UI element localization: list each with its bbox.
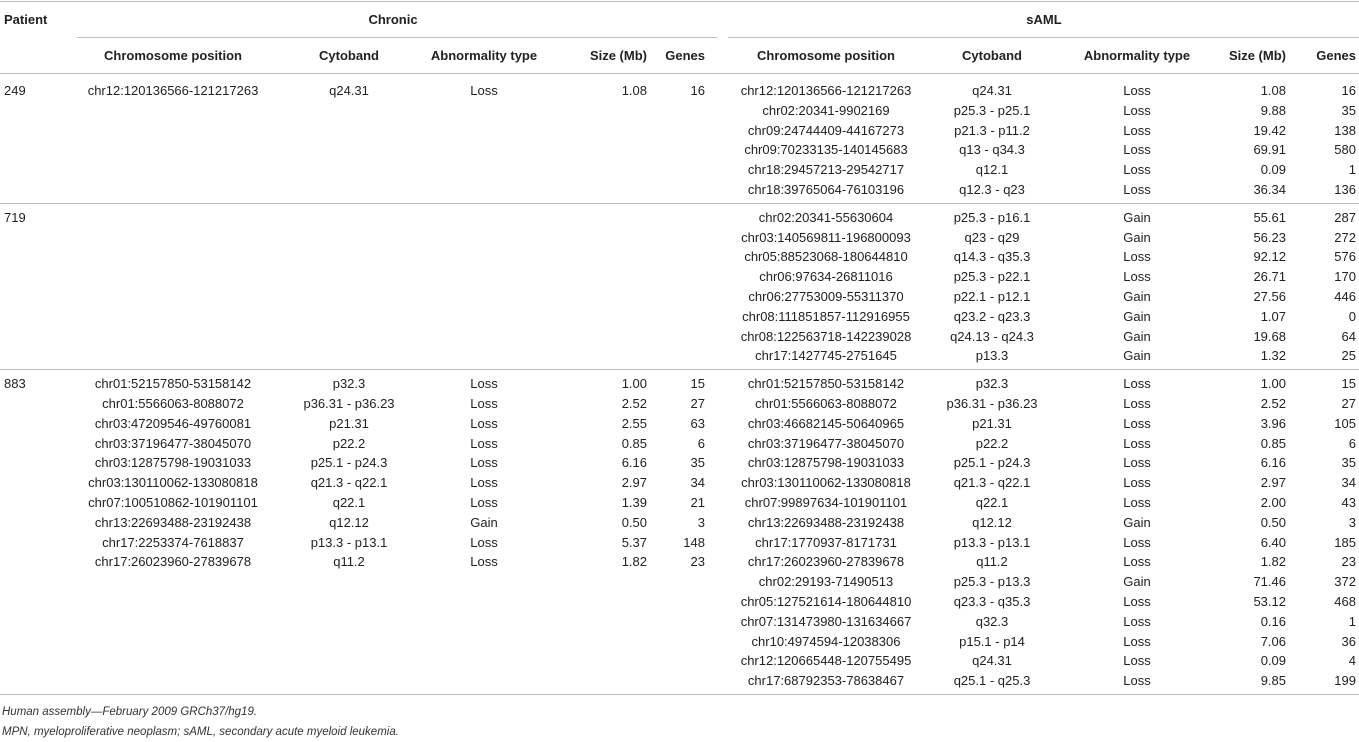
saml-chromosome-position-cell: chr05:88523068-180644810 xyxy=(744,249,908,265)
chronic-abnormality-type-cell: Loss xyxy=(470,83,498,98)
saml-size-mb-cell: 19.68 xyxy=(1253,328,1286,344)
saml-size-mb-cell: 55.61 xyxy=(1253,209,1286,225)
saml-cytoband-cell: p13.3 xyxy=(975,348,1009,364)
chronic-abnormality-type-cell: Loss xyxy=(470,534,498,550)
chronic-size-mb-cell: 1.00 xyxy=(621,376,647,392)
chronic-cytoband-cell: p36.31 - p36.23 xyxy=(303,396,395,411)
chronic-chromosome-position-cell: chr01:52157850-53158142 xyxy=(94,376,252,392)
saml-genes-cell: 64 xyxy=(1341,328,1356,344)
saml-size-mb-cell: 36.34 xyxy=(1253,182,1286,197)
saml-chromosome-position-cell: chr06:27753009-55311370 xyxy=(748,289,904,304)
saml-chromosome-position-cell: chr01:52157850-53158142 xyxy=(747,376,905,392)
saml-cytoband-cell: p21.31 xyxy=(972,415,1012,431)
footnote-abbreviations: MPN, myeloproliferative neoplasm; sAML, secondary acute myeloid leukemia. xyxy=(2,726,399,738)
chronic-cytoband-cell: p25.1 - p24.3 xyxy=(310,455,388,471)
saml-size-mb-cell: 1.32 xyxy=(1260,348,1286,364)
saml-size-mb-cell: 0.09 xyxy=(1260,653,1286,669)
chronic-genes-cell: 148 xyxy=(683,534,705,550)
saml-size-mb-cell: 53.12 xyxy=(1253,594,1286,609)
saml-chromosome-position-cell: chr12:120665448-120755495 xyxy=(740,653,912,669)
chronic-chromosome-position-cell: chr07:100510862-101901101 xyxy=(88,495,258,510)
chronic-cytoband-cell: q24.31 xyxy=(329,83,369,98)
chronic-cytoband-cell: q21.3 - q22.1 xyxy=(310,475,388,491)
saml-chromosome-position-cell: chr02:20341-9902169 xyxy=(762,102,890,118)
saml-abnormality-type-cell: Loss xyxy=(1123,435,1151,451)
chronic-abnormality-type-cell: Loss xyxy=(470,415,498,431)
saml-col-chromosome-position: Chromosome position xyxy=(757,48,895,63)
footnote-assembly: Human assembly—February 2009 GRCh37/hg19. xyxy=(2,706,258,718)
saml-size-mb-cell: 9.88 xyxy=(1260,102,1286,118)
group-divider-rule xyxy=(0,369,1359,370)
chronic-abnormality-type-cell: Loss xyxy=(470,475,498,491)
saml-abnormality-type-cell: Loss xyxy=(1123,376,1151,392)
saml-abnormality-type-cell: Loss xyxy=(1123,495,1151,510)
chronic-genes-cell: 27 xyxy=(690,396,705,411)
chronic-genes-cell: 35 xyxy=(690,455,705,471)
saml-size-mb-cell: 6.40 xyxy=(1260,534,1286,550)
saml-cytoband-cell: q23.2 - q23.3 xyxy=(953,308,1031,324)
saml-chromosome-position-cell: chr01:5566063-8088072 xyxy=(755,396,897,411)
saml-genes-cell: 35 xyxy=(1341,102,1356,118)
saml-abnormality-type-cell: Gain xyxy=(1123,209,1151,225)
saml-abnormality-type-cell: Gain xyxy=(1123,574,1151,590)
saml-size-mb-cell: 1.82 xyxy=(1260,554,1286,570)
saml-chromosome-position-cell: chr17:1770937-8171731 xyxy=(755,534,897,550)
chronic-genes-cell: 34 xyxy=(690,475,705,491)
chronic-size-mb-cell: 2.97 xyxy=(621,475,647,491)
saml-cytoband-cell: p25.3 - p16.1 xyxy=(953,209,1031,225)
saml-size-mb-cell: 1.00 xyxy=(1260,376,1286,392)
chronic-chromosome-position-cell: chr03:12875798-19031033 xyxy=(94,455,252,471)
chronic-chromosome-position-cell: chr03:47209546-49760081 xyxy=(94,415,252,431)
saml-col-size-mb: Size (Mb) xyxy=(1228,48,1286,63)
chronic-col-genes: Genes xyxy=(665,48,705,63)
saml-genes-cell: 136 xyxy=(1334,182,1356,197)
saml-cytoband-cell: p25.3 - p25.1 xyxy=(953,102,1031,118)
chronic-genes-cell: 16 xyxy=(690,83,705,98)
saml-abnormality-type-cell: Loss xyxy=(1123,162,1151,178)
chronic-chromosome-position-cell: chr13:22693488-23192438 xyxy=(94,514,252,530)
saml-size-mb-cell: 7.06 xyxy=(1260,633,1286,649)
saml-chromosome-position-cell: chr09:70233135-140145683 xyxy=(744,142,908,158)
saml-genes-cell: 36 xyxy=(1341,633,1356,649)
saml-size-mb-cell: 19.42 xyxy=(1253,122,1286,138)
saml-abnormality-type-cell: Gain xyxy=(1123,289,1151,304)
saml-cytoband-cell: q23 - q29 xyxy=(964,229,1020,245)
saml-genes-cell: 16 xyxy=(1341,83,1356,98)
saml-chromosome-position-cell: chr09:24744409-44167273 xyxy=(747,122,905,138)
saml-size-mb-cell: 9.85 xyxy=(1260,673,1286,689)
chronic-abnormality-type-cell: Loss xyxy=(470,435,498,451)
saml-cytoband-cell: q24.31 xyxy=(972,653,1012,669)
saml-genes-cell: 372 xyxy=(1334,574,1356,590)
saml-chromosome-position-cell: chr05:127521614-180644810 xyxy=(740,594,912,609)
saml-genes-cell: 6 xyxy=(1348,435,1356,451)
saml-chromosome-position-cell: chr03:46682145-50640965 xyxy=(747,415,905,431)
saml-size-mb-cell: 56.23 xyxy=(1253,229,1286,245)
saml-abnormality-type-cell: Loss xyxy=(1123,594,1151,609)
patient-id: 249 xyxy=(4,83,26,98)
patient-id: 883 xyxy=(4,376,26,392)
saml-genes-cell: 0 xyxy=(1348,308,1356,324)
saml-chromosome-position-cell: chr17:1427745-2751645 xyxy=(755,348,897,364)
chronic-abnormality-type-cell: Gain xyxy=(470,514,498,530)
saml-chromosome-position-cell: chr03:140569811-196800093 xyxy=(741,229,911,245)
saml-abnormality-type-cell: Loss xyxy=(1123,396,1151,411)
saml-size-mb-cell: 1.08 xyxy=(1260,83,1286,98)
chronic-col-cytoband: Cytoband xyxy=(319,48,379,63)
saml-size-mb-cell: 3.96 xyxy=(1260,415,1286,431)
saml-cytoband-cell: p25.1 - p24.3 xyxy=(953,455,1031,471)
saml-abnormality-type-cell: Loss xyxy=(1123,122,1151,138)
saml-cytoband-cell: q32.3 xyxy=(975,613,1009,629)
saml-genes-cell: 287 xyxy=(1334,209,1356,225)
chronic-chromosome-position-cell: chr17:2253374-7618837 xyxy=(102,534,244,550)
chronic-genes-cell: 63 xyxy=(690,415,705,431)
patient-id: 719 xyxy=(4,209,26,225)
saml-cytoband-cell: q11.2 xyxy=(976,554,1008,570)
saml-size-mb-cell: 0.09 xyxy=(1260,162,1286,178)
chronic-size-mb-cell: 6.16 xyxy=(621,455,647,471)
chronic-abnormality-type-cell: Loss xyxy=(470,376,498,392)
chronic-chromosome-position-cell: chr01:5566063-8088072 xyxy=(102,396,244,411)
chronic-col-abnormality-type: Abnormality type xyxy=(430,48,538,63)
saml-chromosome-position-cell: chr17:68792353-78638467 xyxy=(747,673,905,689)
saml-genes-cell: 1 xyxy=(1348,613,1356,629)
chronic-group-rule xyxy=(77,37,717,38)
saml-abnormality-type-cell: Loss xyxy=(1123,182,1151,197)
saml-size-mb-cell: 1.07 xyxy=(1260,308,1286,324)
patient-header: Patient xyxy=(4,12,48,27)
chronic-size-mb-cell: 5.37 xyxy=(621,534,647,550)
saml-abnormality-type-cell: Loss xyxy=(1123,83,1151,98)
saml-abnormality-type-cell: Loss xyxy=(1123,102,1151,118)
saml-cytoband-cell: p25.3 - p13.3 xyxy=(953,574,1031,590)
saml-size-mb-cell: 6.16 xyxy=(1260,455,1286,471)
saml-chromosome-position-cell: chr03:12875798-19031033 xyxy=(747,455,905,471)
saml-chromosome-position-cell: chr18:39765064-76103196 xyxy=(747,182,905,197)
chronic-size-mb-cell: 0.50 xyxy=(621,514,647,530)
saml-cytoband-cell: p25.3 - p22.1 xyxy=(953,269,1031,285)
saml-cytoband-cell: q25.1 - q25.3 xyxy=(953,673,1031,689)
saml-abnormality-type-cell: Loss xyxy=(1123,455,1151,471)
saml-genes-cell: 468 xyxy=(1334,594,1356,609)
group-divider-rule xyxy=(0,694,1359,695)
saml-genes-cell: 170 xyxy=(1334,269,1356,285)
saml-genes-cell: 4 xyxy=(1348,653,1356,669)
saml-abnormality-type-cell: Loss xyxy=(1123,534,1151,550)
saml-abnormality-type-cell: Gain xyxy=(1123,514,1151,530)
chronic-size-mb-cell: 1.82 xyxy=(621,554,647,570)
chronic-cytoband-cell: p13.3 - p13.1 xyxy=(310,534,388,550)
group-divider-rule xyxy=(0,203,1359,204)
saml-size-mb-cell: 0.50 xyxy=(1260,514,1286,530)
saml-abnormality-type-cell: Gain xyxy=(1123,229,1151,245)
chronic-abnormality-type-cell: Loss xyxy=(470,396,498,411)
chronic-genes-cell: 15 xyxy=(690,376,705,392)
saml-chromosome-position-cell: chr10:4974594-12038306 xyxy=(751,633,901,649)
saml-genes-cell: 43 xyxy=(1341,495,1356,510)
saml-size-mb-cell: 26.71 xyxy=(1253,269,1286,285)
saml-genes-cell: 576 xyxy=(1334,249,1356,265)
saml-chromosome-position-cell: chr07:99897634-101901101 xyxy=(744,495,908,510)
saml-cytoband-cell: p21.3 - p11.2 xyxy=(954,122,1030,138)
saml-abnormality-type-cell: Gain xyxy=(1123,328,1151,344)
saml-cytoband-cell: q22.1 xyxy=(975,495,1009,510)
saml-abnormality-type-cell: Loss xyxy=(1123,475,1151,491)
saml-size-mb-cell: 0.85 xyxy=(1260,435,1286,451)
chronic-size-mb-cell: 2.52 xyxy=(621,396,647,411)
saml-genes-cell: 15 xyxy=(1341,376,1356,392)
saml-cytoband-cell: p22.2 xyxy=(975,435,1009,451)
saml-genes-cell: 105 xyxy=(1334,415,1356,431)
chronic-cytoband-cell: q12.12 xyxy=(329,514,369,530)
saml-cytoband-cell: q12.1 xyxy=(975,162,1009,178)
chronic-size-mb-cell: 1.08 xyxy=(621,83,647,98)
saml-chromosome-position-cell: chr02:20341-55630604 xyxy=(758,209,894,225)
saml-chromosome-position-cell: chr03:130110062-133080818 xyxy=(741,475,911,491)
saml-abnormality-type-cell: Loss xyxy=(1123,633,1151,649)
chronic-abnormality-type-cell: Loss xyxy=(470,495,498,510)
saml-abnormality-type-cell: Loss xyxy=(1123,554,1151,570)
chronic-size-mb-cell: 1.39 xyxy=(621,495,647,510)
saml-chromosome-position-cell: chr06:97634-26811016 xyxy=(759,269,893,285)
chronic-header: Chronic xyxy=(368,12,418,27)
saml-cytoband-cell: q23.3 - q35.3 xyxy=(953,594,1031,609)
saml-cytoband-cell: q12.3 - q23 xyxy=(959,182,1025,197)
saml-chromosome-position-cell: chr03:37196477-38045070 xyxy=(747,435,905,451)
saml-abnormality-type-cell: Loss xyxy=(1123,653,1151,669)
saml-genes-cell: 580 xyxy=(1334,142,1356,158)
saml-cytoband-cell: q24.31 xyxy=(972,83,1012,98)
saml-chromosome-position-cell: chr02:29193-71490513 xyxy=(758,574,894,590)
saml-genes-cell: 34 xyxy=(1341,475,1356,491)
saml-cytoband-cell: q12.12 xyxy=(972,514,1012,530)
saml-chromosome-position-cell: chr08:122563718-142239028 xyxy=(740,328,912,344)
saml-cytoband-cell: q14.3 - q35.3 xyxy=(953,249,1031,265)
saml-genes-cell: 446 xyxy=(1334,289,1356,304)
saml-size-mb-cell: 0.16 xyxy=(1260,613,1286,629)
chronic-chromosome-position-cell: chr17:26023960-27839678 xyxy=(94,554,252,570)
saml-chromosome-position-cell: chr13:22693488-23192438 xyxy=(747,514,905,530)
chronic-genes-cell: 6 xyxy=(697,435,705,451)
saml-cytoband-cell: q24.13 - q24.3 xyxy=(950,328,1034,344)
chronic-genes-cell: 21 xyxy=(690,495,705,510)
saml-genes-cell: 35 xyxy=(1341,455,1356,471)
saml-col-abnormality-type: Abnormality type xyxy=(1083,48,1191,63)
top-rule xyxy=(0,1,1359,2)
saml-abnormality-type-cell: Loss xyxy=(1123,673,1151,689)
chronic-size-mb-cell: 2.55 xyxy=(621,415,647,431)
saml-abnormality-type-cell: Loss xyxy=(1123,142,1151,158)
saml-cytoband-cell: q21.3 - q22.1 xyxy=(953,475,1031,491)
saml-genes-cell: 25 xyxy=(1341,348,1356,364)
saml-genes-cell: 23 xyxy=(1341,554,1356,570)
saml-genes-cell: 272 xyxy=(1334,229,1356,245)
chronic-cytoband-cell: p21.31 xyxy=(329,415,369,431)
saml-cytoband-cell: p32.3 xyxy=(975,376,1009,392)
chronic-chromosome-position-cell: chr03:37196477-38045070 xyxy=(94,435,252,451)
saml-abnormality-type-cell: Loss xyxy=(1123,269,1151,285)
saml-abnormality-type-cell: Gain xyxy=(1123,348,1151,364)
saml-cytoband-cell: p15.1 - p14 xyxy=(959,633,1025,649)
saml-cytoband-cell: p22.1 - p12.1 xyxy=(953,289,1031,304)
saml-cytoband-cell: q13 - q34.3 xyxy=(959,142,1025,158)
saml-abnormality-type-cell: Loss xyxy=(1123,613,1151,629)
saml-abnormality-type-cell: Loss xyxy=(1123,249,1151,265)
chronic-cytoband-cell: p32.3 xyxy=(332,376,366,392)
saml-size-mb-cell: 69.91 xyxy=(1253,142,1286,158)
saml-genes-cell: 185 xyxy=(1334,534,1356,550)
saml-genes-cell: 27 xyxy=(1341,396,1356,411)
saml-chromosome-position-cell: chr17:26023960-27839678 xyxy=(747,554,905,570)
saml-abnormality-type-cell: Gain xyxy=(1123,308,1151,324)
saml-size-mb-cell: 2.97 xyxy=(1260,475,1286,491)
saml-header: sAML xyxy=(1026,12,1062,27)
chronic-genes-cell: 3 xyxy=(697,514,705,530)
chronic-abnormality-type-cell: Loss xyxy=(470,455,498,471)
saml-genes-cell: 199 xyxy=(1334,673,1356,689)
chronic-cytoband-cell: q22.1 xyxy=(332,495,366,510)
saml-size-mb-cell: 2.00 xyxy=(1260,495,1286,510)
chronic-chromosome-position-cell: chr03:130110062-133080818 xyxy=(88,475,258,491)
saml-size-mb-cell: 92.12 xyxy=(1253,249,1286,265)
saml-group-rule xyxy=(728,37,1359,38)
saml-size-mb-cell: 2.52 xyxy=(1260,396,1286,411)
saml-chromosome-position-cell: chr07:131473980-131634667 xyxy=(740,613,912,629)
header-bottom-rule xyxy=(0,73,1359,74)
saml-size-mb-cell: 27.56 xyxy=(1253,289,1286,304)
chronic-abnormality-type-cell: Loss xyxy=(470,554,498,570)
chronic-cytoband-cell: p22.2 xyxy=(332,435,366,451)
saml-genes-cell: 138 xyxy=(1334,122,1356,138)
saml-size-mb-cell: 71.46 xyxy=(1253,574,1286,590)
chronic-col-size-mb: Size (Mb) xyxy=(589,48,647,63)
saml-cytoband-cell: p36.31 - p36.23 xyxy=(946,396,1038,411)
saml-abnormality-type-cell: Loss xyxy=(1123,415,1151,431)
saml-chromosome-position-cell: chr12:120136566-121217263 xyxy=(740,83,912,98)
chronic-chromosome-position-cell: chr12:120136566-121217263 xyxy=(87,83,259,98)
saml-genes-cell: 1 xyxy=(1348,162,1356,178)
chronic-genes-cell: 23 xyxy=(690,554,705,570)
chronic-size-mb-cell: 0.85 xyxy=(621,435,647,451)
saml-col-genes: Genes xyxy=(1316,48,1356,63)
saml-genes-cell: 3 xyxy=(1348,514,1356,530)
saml-chromosome-position-cell: chr18:29457213-29542717 xyxy=(747,162,905,178)
saml-cytoband-cell: p13.3 - p13.1 xyxy=(953,534,1031,550)
chronic-cytoband-cell: q11.2 xyxy=(333,554,365,570)
saml-chromosome-position-cell: chr08:111851857-112916955 xyxy=(742,308,910,324)
chronic-col-chromosome-position: Chromosome position xyxy=(104,48,242,63)
saml-col-cytoband: Cytoband xyxy=(962,48,1022,63)
